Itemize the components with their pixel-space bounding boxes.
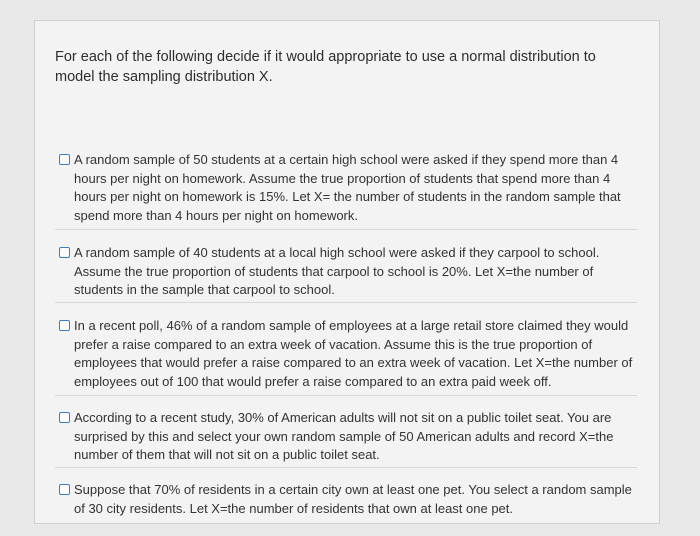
question-prompt: For each of the following decide if it would appropriate to use a normal distribution to model the sampling distribution X. [55,49,596,85]
checkbox-1[interactable] [59,154,70,165]
option-text-2: A random sample of 40 students at a local high school were asked if they carpool to school. Assume the true proportion of students that carpool to school is 20%. Let X=the number of students in the sample that carpool to school. [74,245,600,297]
option-item-5[interactable] [55,481,637,521]
checkbox-2[interactable] [59,247,70,258]
option-text-4: According to a recent study, 30% of American adults will not sit on a public toilet seat. You are surprised by this and select your own random sample of 50 American adults and record X=the number of them that will not sit on a public toilet seat. [74,410,614,462]
option-text-1: A random sample of 50 students at a certain high school were asked if they spend more than 4 hours per night on homework. Assume the true proportion of students that spend more than 4 hours per night on homework is 15%. Let X= the number of students in the random sample that spend more than 4 hours per night on homework. [74,152,621,223]
option-item-4[interactable] [55,409,637,468]
question-card [34,20,660,524]
option-text-5: Suppose that 70% of residents in a certain city own at least one pet. You select a random sample of 30 city residents. Let X=the number of residents that own at least one pet. [74,482,632,516]
option-item-3[interactable] [55,317,637,396]
option-item-1[interactable] [55,151,637,230]
checkbox-4[interactable] [59,412,70,423]
option-item-2[interactable] [55,244,637,303]
checkbox-5[interactable] [59,484,70,495]
checkbox-3[interactable] [59,320,70,331]
option-text-3: In a recent poll, 46% of a random sample of employees at a large retail store claimed they would prefer a raise compared to an extra week of vacation. Assume this is the true proportion of employees that would prefer a raise compared to an extra week of vacation. Let X=the number of employees out of 100 that would prefer a raise compared to an extra paid week off. [74,318,633,389]
